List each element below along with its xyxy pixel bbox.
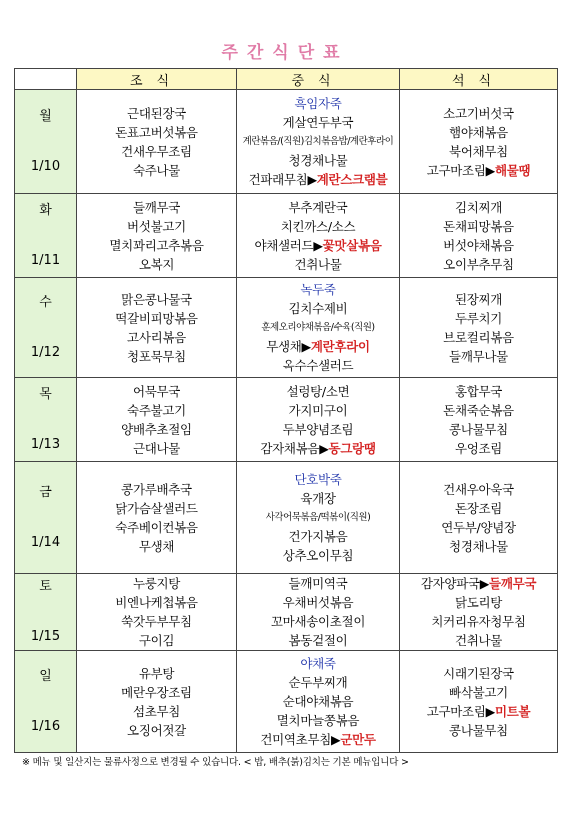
menu-item [400,631,557,650]
menu-item-text: 순두부찌개 [288,675,348,690]
alternate-menu-item: 군만두 [340,732,376,747]
menu-item-text: 순대야채볶음 [282,694,354,709]
lunch-cell [237,462,400,574]
menu-item [400,328,557,347]
dinner-cell [400,651,558,753]
day-row [15,574,558,651]
menu-item-text: 돈채피망볶음 [443,218,514,234]
menu-item-text: 맑은콩나물국 [121,291,192,307]
menu-item-text: 꼬마새송이초절이 [270,614,366,629]
menu-item-text: 게살연두부국 [282,115,354,130]
menu-item [77,104,236,123]
menu-item-text: 건가지볶음 [288,529,348,544]
menu-item [77,439,236,458]
menu-item-text: 버섯야채볶음 [443,237,514,253]
menu-item [400,401,557,420]
arrow-icon: ▶ [301,339,311,354]
menu-item [400,480,557,499]
menu-item [400,499,557,518]
menu-item-text: 닭도리탕 [454,595,503,610]
menu-item-text: 들깨무국 [132,199,181,215]
menu-item [400,664,557,683]
menu-item [77,198,236,217]
day-date: 1/13 [30,436,61,452]
menu-item-text: 건미역초무침 [260,732,331,747]
breakfast-cell [77,651,237,753]
menu-item [237,318,399,337]
menu-item-text: 우엉조림 [454,440,503,456]
arrow-icon: ▶ [313,237,323,253]
menu-item-text: 건취나물 [294,256,342,272]
weekly-menu-table [14,68,558,753]
menu-item [77,236,236,255]
day-row [15,90,558,194]
lunch-cell [237,574,400,651]
day-row [15,194,558,278]
header-breakfast: 조식 [77,69,237,90]
menu-item-text: 치킨까스/소스 [280,218,356,234]
day-row [15,462,558,574]
menu-item-text: 빠삭불고기 [449,684,508,700]
menu-item [77,161,236,180]
menu-item-text: 두루치기 [454,310,503,326]
menu-item-text: 흑임자죽 [294,96,342,111]
menu-item-text: 구이김 [138,633,175,648]
day-label-cell [15,574,77,651]
menu-item [237,574,399,593]
menu-item-text: 고사리볶음 [127,329,186,345]
arrow-icon: ▶ [485,703,495,719]
menu-item [237,151,399,170]
menu-item-text: 야채죽 [300,656,336,671]
menu-item [400,198,557,217]
menu-item-text: 감자양파국 [420,576,480,591]
menu-item [400,683,557,702]
day-name: 목 [39,386,52,402]
menu-item-text: 돈표고버섯볶음 [115,124,198,140]
menu-item [237,382,399,401]
menu-item-text: 오복지 [138,256,175,272]
menu-item [77,255,236,274]
menu-item [77,518,236,537]
day-date: 1/11 [30,252,61,268]
lunch-cell [237,194,400,278]
menu-item [400,439,557,458]
alternate-menu-item: 미트볼 [494,703,531,719]
menu-item-text: 콩나물무침 [449,421,508,437]
menu-item [237,170,399,189]
alternate-menu-item: 계란후라이 [310,339,370,354]
menu-item [237,132,399,151]
menu-item [77,290,236,309]
menu-item-text: 돈채죽순볶음 [443,402,514,418]
day-label-cell [15,651,77,753]
menu-item [237,527,399,546]
day-name: 토 [39,579,52,595]
menu-item-text: 콩가루배추국 [121,481,192,497]
menu-item [237,612,399,631]
lunch-cell [237,278,400,378]
menu-item [400,382,557,401]
menu-item-text: 쑥갓두부무침 [121,614,192,629]
page-title: 주간식단표 [221,43,349,63]
day-label-cell [15,462,77,574]
menu-item [237,401,399,420]
menu-item [77,537,236,556]
menu-item [400,104,557,123]
day-name: 월 [39,108,52,124]
alternate-menu-item: 해물땡 [494,162,531,178]
menu-item-text: 건취나물 [454,633,503,648]
menu-item [77,328,236,347]
alternate-menu-item: 들깨무국 [489,576,537,591]
menu-item [77,401,236,420]
menu-item-text: 오징어젓갈 [127,722,186,738]
day-date: 1/14 [30,534,61,550]
menu-item [77,683,236,702]
menu-item [237,280,399,299]
menu-item [400,702,557,721]
day-name: 수 [39,294,52,310]
day-date: 1/16 [30,718,61,734]
menu-item-text: 돈장조림 [454,500,503,516]
menu-item-text: 사각어묵볶음/떡볶이(직원) [265,512,371,523]
arrow-icon: ▶ [485,162,495,178]
menu-item [400,161,557,180]
menu-item-text: 된장찌개 [454,291,503,307]
alternate-menu-item: 동그랑땡 [328,440,376,456]
menu-item-text: 숙주베이컨볶음 [115,519,198,535]
menu-item [77,382,236,401]
menu-item [77,593,236,612]
menu-item-text: 청경채나물 [288,153,348,168]
menu-item-text: 멸치꽈리고추볶음 [109,237,204,253]
arrow-icon: ▶ [319,440,329,456]
menu-item [237,470,399,489]
menu-item [400,518,557,537]
menu-item [77,631,236,650]
menu-item [400,612,557,631]
menu-item-text: 감자채볶음 [260,440,320,456]
menu-item [400,236,557,255]
menu-item-text: 메란우장조림 [121,684,192,700]
day-name: 일 [39,668,52,684]
menu-item-text: 치커리유자청무침 [431,614,526,629]
menu-item-text: 부추계란국 [288,199,348,215]
menu-item [77,123,236,142]
day-label-cell [15,378,77,462]
alternate-menu-item: 계란스크램블 [316,172,388,187]
arrow-icon: ▶ [331,732,341,747]
menu-item [77,309,236,328]
day-label-cell [15,90,77,194]
dinner-cell [400,378,558,462]
menu-item-text: 훈제오리야채볶음/수육(직원) [261,322,375,333]
menu-item [77,702,236,721]
menu-item-text: 섬초무침 [132,703,181,719]
menu-item [237,299,399,318]
menu-item-text: 건새우무조림 [121,143,192,159]
footnote: ※ 메뉴 및 일산지는 물류사정으로 변경될 수 있습니다. < 밥, 배추(붉)김치는 기본 메뉴입니다 > [22,757,409,768]
menu-item [237,692,399,711]
menu-item [237,508,399,527]
menu-item [77,420,236,439]
menu-item [237,356,399,375]
menu-item [400,721,557,740]
breakfast-cell [77,462,237,574]
menu-item [400,347,557,366]
breakfast-cell [77,90,237,194]
day-date: 1/15 [30,629,61,644]
menu-item-text: 우채버섯볶음 [282,595,354,610]
menu-item-text: 녹두죽 [300,282,336,297]
menu-item-text: 고구마조림 [426,162,486,178]
header-dinner: 석식 [400,69,558,90]
menu-item [77,480,236,499]
menu-item [237,198,399,217]
menu-item [77,612,236,631]
lunch-cell [237,378,400,462]
menu-item-text: 햄야채볶음 [449,124,508,140]
breakfast-cell [77,278,237,378]
menu-item-text: 들깨무나물 [449,348,508,364]
menu-item-text: 양배추초절임 [121,421,192,437]
menu-item [237,673,399,692]
menu-item [400,217,557,236]
menu-item-text: 봄동겉절이 [288,633,348,648]
header-row [15,69,558,90]
menu-item-text: 무생채 [138,538,175,554]
menu-item-text: 김치찌개 [454,199,503,215]
menu-item-text: 콩나물무침 [449,722,508,738]
menu-item-text: 비엔나케첩볶음 [115,595,198,610]
breakfast-cell [77,194,237,278]
menu-item-text: 건파래무침 [248,172,308,187]
dinner-cell [400,574,558,651]
menu-item [77,499,236,518]
menu-item-text: 고구마조림 [426,703,486,719]
menu-item-text: 닭가슴살샐러드 [115,500,198,516]
menu-item [237,730,399,749]
menu-item [237,420,399,439]
dinner-cell [400,194,558,278]
menu-item-text: 근대나물 [132,440,181,456]
menu-item-text: 가지미구이 [288,402,348,418]
day-label-cell [15,278,77,378]
dinner-cell [400,462,558,574]
menu-item [237,631,399,650]
menu-item-text: 계란볶음/(직원)김치볶음밥/계란후라이 [242,136,394,147]
menu-item-text: 야채샐러드 [254,237,314,253]
menu-item [77,664,236,683]
menu-item-text: 멸치마늘쫑볶음 [276,713,360,728]
menu-item-text: 들깨미역국 [288,576,348,591]
menu-item-text: 숙주나물 [132,162,181,178]
menu-item [400,123,557,142]
menu-item [77,217,236,236]
menu-item-text: 무생채 [266,339,302,354]
menu-item-text: 근대된장국 [127,105,186,121]
menu-item-text: 설렁탕/소면 [286,383,350,399]
menu-item [237,113,399,132]
menu-item-text: 숙주불고기 [127,402,186,418]
menu-item [237,255,399,274]
menu-item-text: 단호박죽 [294,472,342,487]
menu-item [77,574,236,593]
menu-item-text: 상추오이무침 [282,548,354,563]
menu-item [400,255,557,274]
menu-item-text: 누룽지탕 [132,576,181,591]
menu-item [400,142,557,161]
day-name: 금 [39,484,52,500]
arrow-icon: ▶ [479,576,490,591]
menu-item-text: 김치수제비 [288,301,348,316]
day-date: 1/12 [30,344,61,360]
breakfast-cell [77,378,237,462]
menu-item [77,142,236,161]
menu-item-text: 청포묵무침 [127,348,186,364]
day-row [15,378,558,462]
menu-item [237,711,399,730]
menu-item-text: 육개장 [300,491,336,506]
dinner-cell [400,278,558,378]
lunch-cell [237,651,400,753]
menu-item-text: 오이부추무침 [443,256,514,272]
menu-item [400,420,557,439]
header-lunch: 중식 [237,69,400,90]
menu-item-text: 시래기된장국 [443,665,514,681]
day-name: 화 [39,202,52,218]
menu-item-text: 북어채무침 [449,143,508,159]
breakfast-cell [77,574,237,651]
menu-item-text: 두부양념조림 [282,421,354,437]
menu-item [237,439,399,458]
menu-item [237,489,399,508]
menu-item-text: 소고기버섯국 [443,105,514,121]
menu-item-text: 어묵무국 [132,383,181,399]
menu-item [400,574,557,593]
menu-item-text: 홍합무국 [454,383,503,399]
menu-item [237,546,399,565]
arrow-icon: ▶ [307,172,317,187]
menu-item [400,593,557,612]
day-row [15,651,558,753]
alternate-menu-item: 꽃맛살볶음 [322,237,382,253]
menu-item [77,721,236,740]
menu-item-text: 청경채나물 [449,538,508,554]
menu-item [77,347,236,366]
menu-item [237,654,399,673]
day-row [15,278,558,378]
dinner-cell [400,90,558,194]
lunch-cell [237,90,400,194]
menu-item-text: 연두부/양념장 [441,519,516,535]
day-label-cell [15,194,77,278]
menu-item [237,94,399,113]
day-date: 1/10 [30,158,61,174]
menu-item [237,217,399,236]
menu-item [237,593,399,612]
menu-item-text: 브로컬리볶음 [443,329,514,345]
menu-item-text: 건새우아욱국 [443,481,514,497]
menu-item-text: 옥수수샐러드 [282,358,354,373]
menu-item-text: 유부탕 [138,665,175,681]
menu-item-text: 버섯불고기 [127,218,186,234]
header-corner [15,69,77,90]
menu-item [237,236,399,255]
menu-item [400,290,557,309]
menu-item-text: 떡갈비피망볶음 [115,310,198,326]
menu-item [237,337,399,356]
menu-item [400,309,557,328]
menu-item [400,537,557,556]
